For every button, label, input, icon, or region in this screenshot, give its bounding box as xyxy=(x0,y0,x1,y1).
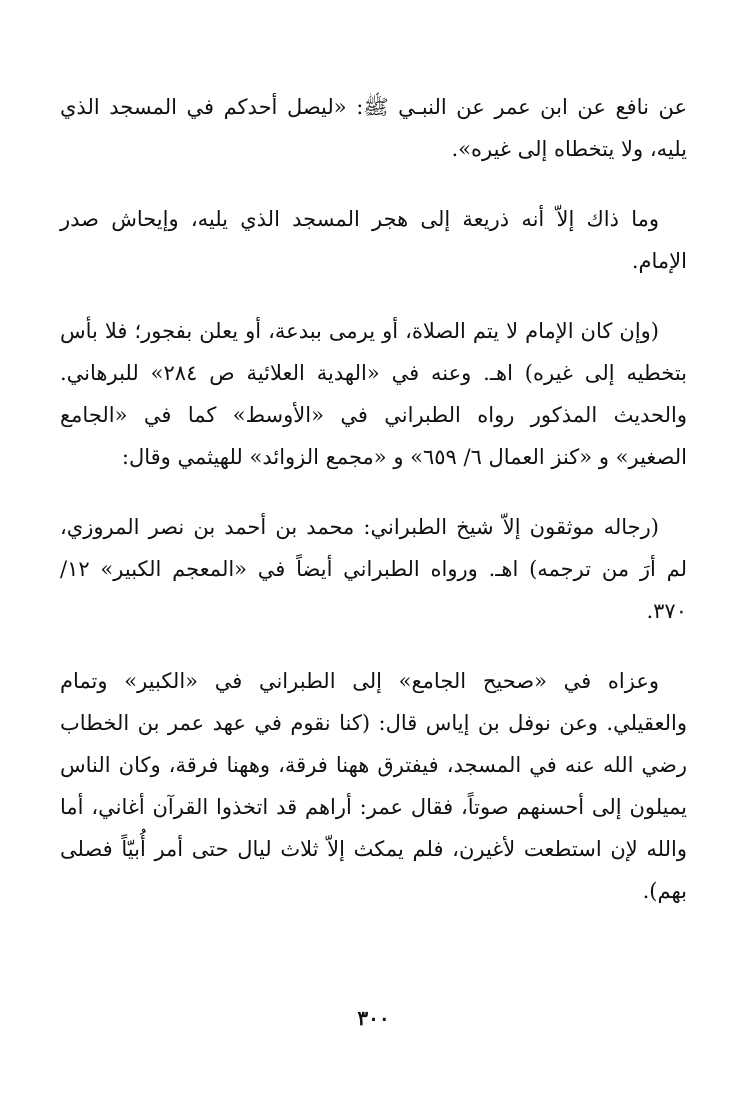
page-number: ٣٠٠ xyxy=(357,1006,390,1030)
paragraph-2: وما ذاك إلاّ أنه ذريعة إلى هجر المسجد الذي يليه، وإيحاش صدر الإمام. xyxy=(60,207,687,273)
paragraph-4: (رجاله موثقون إلاّ شيخ الطبراني: محمد بن أحمد بن نصر المروزي، لم أرَ من ترجمه) اهـ. ورواه الطبراني أيضاً في «المعجم الكبير» ١٢/ ٣٧٠. xyxy=(60,515,688,623)
body-text xyxy=(60,86,687,940)
paragraph-5: وعزاه في «صحيح الجامع» إلى الطبراني في «الكبير» وتمام والعقيلي. وعن نوفل بن إياس قال: (كنا نقوم في عهد عمر بن الخطاب رضي الله عنه في المسجد، فيفترق ههنا فرقة، وههنا فرقة، وكان الناس يميلون إلى أحسنهم صوتاً، فقال عمر: أراهم قد اتخذوا القرآن أغاني، أما والله لإن استطعت لأغيرن، فلم يمكث إلاّ ثلاث ليال حتى أمر أُبيّاً فصلى بهم). xyxy=(60,669,687,903)
paragraph-1: عن نافع عن ابن عمر عن النبـي ﷺ: «ليصل أحدكم في المسجد الذي يليه، ولا يتخطاه إلى غيره». xyxy=(60,95,687,161)
paragraph-3: (وإن كان الإمام لا يتم الصلاة، أو يرمى ببدعة، أو يعلن بفجور؛ فلا بأس بتخطيه إلى غيره) اهـ. وعنه في «الهدية العلائية ص ٢٨٤» للبرهاني. والحديث المذكور رواه الطبراني في «الأوسط» كما في «الجامع الصغير» و «كنز العمال ٦/ ٦٥٩» و «مجمع الزوائد» للهيثمي وقال: xyxy=(60,319,688,469)
